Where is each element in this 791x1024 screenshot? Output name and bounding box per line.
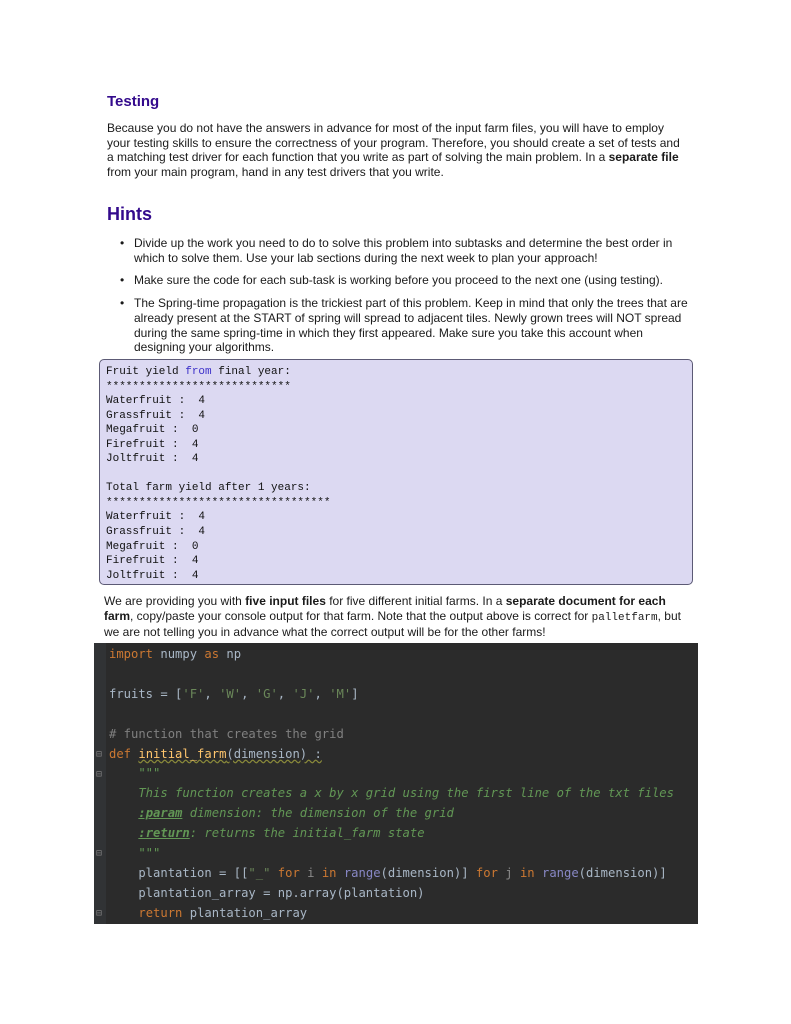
hint-item-2: [107, 273, 689, 288]
code-import-keyword: import: [109, 647, 154, 661]
console-output-box: [99, 359, 693, 585]
hint-item-1: [107, 236, 689, 265]
editor-gutter: [94, 643, 106, 924]
output-text-4: , but we are not telling you in advance what the correct output will be for the other farms!: [104, 608, 681, 640]
code-separator: ,: [314, 686, 330, 701]
code-bracket: ]: [351, 686, 359, 701]
bullet-icon: •: [120, 273, 125, 288]
hint-text: Make sure the code for each sub-task is working before you proceed to the next one (using testing).: [134, 273, 663, 288]
output-text-1: We are providing you with: [104, 594, 246, 608]
testing-text-2: from your main program, hand in any test drivers that you write.: [107, 165, 444, 180]
bullet-icon: •: [120, 236, 125, 250]
code-in-keyword: in: [519, 865, 535, 880]
code-string: 'G': [255, 686, 278, 701]
hint-text: Divide up the work you need to do to solve this problem into subtasks and determine the best order in which to solve them. Use your lab sections during the next week to plan your approach!: [134, 236, 673, 265]
bullet-icon: •: [120, 296, 125, 311]
fold-marker-icon: ⊟: [96, 749, 103, 760]
code-array-assign: plantation_array = np.array(plantation): [109, 885, 425, 900]
code-editor-screenshot: [94, 643, 698, 924]
input-files-paragraph: [104, 594, 692, 640]
fold-marker-icon: ⊟: [96, 769, 103, 780]
code-args: (dimension)]: [578, 865, 667, 880]
code-for-keyword: for: [277, 865, 300, 880]
code-loop-var: i: [299, 865, 322, 880]
code-docstring: dimension: the dimension of the grid: [182, 806, 454, 821]
hints-heading: Hints: [107, 204, 152, 224]
code-string: 'J': [292, 686, 315, 701]
code-comment: # function that creates the grid: [109, 726, 344, 741]
testing-paragraph: [107, 121, 689, 180]
code-for-keyword: for: [475, 865, 498, 880]
mono-palletfarm: palletfarm: [591, 611, 658, 624]
code-string: "_": [248, 865, 271, 880]
code-docstring: """: [109, 766, 161, 781]
python-code: [109, 645, 674, 924]
console-keyword-from: from: [185, 366, 212, 378]
code-builtin-range: range: [541, 865, 579, 880]
code-as-keyword: as: [204, 647, 220, 661]
code-return-keyword: return: [138, 905, 183, 920]
code-builtin-range: range: [343, 865, 381, 880]
code-separator: ,: [204, 686, 220, 701]
code-doc-tag: :return: [138, 826, 190, 841]
code-fruits-assign: fruits = [: [109, 686, 183, 701]
code-module: numpy: [153, 647, 205, 661]
code-string: 'M': [329, 686, 352, 701]
code-string: 'W': [219, 686, 242, 701]
console-line-1-start: Fruit yield: [106, 366, 186, 378]
code-return-value: plantation_array: [182, 905, 308, 920]
console-output-text: [106, 365, 686, 583]
code-function-name: initial_farm: [138, 746, 227, 761]
console-output-body: **************************** Waterfruit : 4 Grassfruit : 4 Megafruit : 0 Firefruit : 4 Joltfruit : 4 Total farm yield after 1 years: ********************************** Waterfruit : 4 Grassfruit : 4 Megafruit : 0 Firefruit : 4 Joltfruit : 4: [106, 380, 331, 582]
fold-marker-icon: ⊟: [96, 908, 103, 919]
testing-text-1: Because you do not have the answers in advance for most of the input farm files, you will have to employ your testing skills to ensure the correctness of your program. Therefore, you should create a set of tests and a matching test driver for each function that you write as part of solving the main problem. In a: [107, 121, 680, 165]
output-text-3: , copy/paste your console output for that farm. Note that the output above is correct for: [130, 608, 592, 623]
code-alias: np: [219, 647, 242, 661]
hint-text: The Spring-time propagation is the trickiest part of this problem. Keep in mind that only the trees that are already present at the START of spring will spread to adjacent tiles. Newly grown trees will NOT spread during the same spring-time in which they first appeared. Make sure you take this account when designing your algorithms.: [134, 296, 688, 355]
bold-separate-document: separate document for each farm: [104, 594, 666, 623]
code-docstring: """: [109, 846, 161, 861]
code-string: 'F': [182, 686, 205, 701]
fold-marker-icon: ⊟: [96, 848, 103, 859]
output-text-2: for five different initial farms. In a: [325, 594, 506, 608]
code-separator: ,: [277, 686, 293, 701]
testing-bold-separate-file: separate file: [608, 150, 679, 165]
code-docstring: This function creates a x by x grid using the first line of the txt files: [109, 786, 674, 801]
console-line-1-end: final year:: [211, 366, 291, 378]
code-args: (dimension)]: [380, 865, 476, 880]
code-in-keyword: in: [321, 865, 337, 880]
code-plantation-assign: plantation = [[: [109, 865, 249, 880]
testing-heading: Testing: [107, 93, 160, 110]
hint-item-3: [107, 296, 689, 355]
code-function-signature: (dimension) :: [226, 746, 322, 761]
code-loop-var: j: [497, 865, 520, 880]
code-docstring: : returns the initial_farm state: [189, 826, 425, 841]
code-doc-tag: :param: [138, 806, 183, 821]
code-def-keyword: def: [109, 746, 132, 761]
hints-list: [107, 236, 689, 363]
code-separator: ,: [241, 686, 256, 701]
bold-five-input-files: five input files: [245, 594, 326, 608]
